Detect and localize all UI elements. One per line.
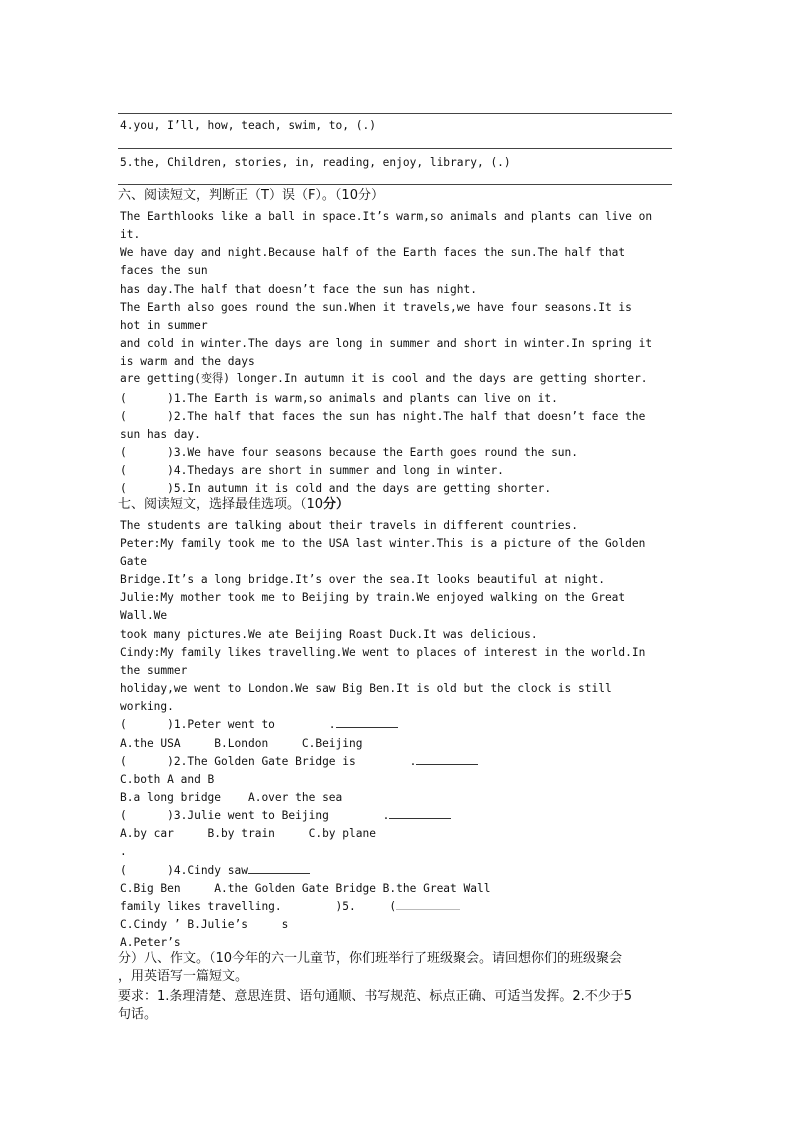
choice-options: C.Cindy ’ B.Julie’s s: [120, 918, 289, 931]
section-8-requirements: 要求：1.条理清楚、意思连贯、语句通顺、书写规范、标点正确、可适当发挥。2.不少于5: [118, 989, 633, 1004]
section-6-heading: 六、阅读短文，判断正（T）误（F）。（10分）: [118, 188, 384, 203]
judge-question: ( )5.In autumn it is cold and the days are getting shorter.: [120, 482, 552, 495]
judge-question: ( )4.Thedays are short in summer and long in winter.: [120, 464, 504, 477]
answer-line: [118, 113, 672, 114]
passage-line: Peter:My family took me to the USA last winter.This is a picture of the Golden: [120, 537, 646, 550]
judge-question: sun has day.: [120, 428, 201, 441]
choice-options: A.the USA B.London C.Beijing: [120, 737, 363, 750]
section-8-text: ，用英语写一篇短文。: [118, 969, 249, 984]
passage-line: are getting(变得) longer.In autumn it is cool and the days are getting shorter.: [120, 372, 648, 385]
section-7-heading: 七、阅读短文，选择最佳选项。（10分）: [118, 497, 350, 512]
answer-blank[interactable]: [416, 755, 478, 765]
passage-line: hot in summer: [120, 319, 208, 332]
section-8-heading: 分）八、作文。（10今年的六一儿童节，你们班举行了班级聚会。请回想你们的班级聚会: [118, 951, 623, 966]
sorting-question-4: 4.you, I’ll, how, teach, swim, to, (.): [120, 119, 376, 132]
passage-line: the summer: [120, 664, 188, 677]
choice-options: C.Big Ben A.the Golden Gate Bridge B.the Great Wall: [120, 882, 491, 895]
sorting-question-5: 5.the, Children, stories, in, reading, enjoy, library, (.): [120, 156, 511, 169]
passage-line: took many pictures.We ate Beijing Roast Duck.It was delicious.: [120, 628, 538, 641]
passage-line: The students are talking about their travels in different countries.: [120, 519, 579, 532]
passage-line: Wall.We: [120, 609, 168, 622]
passage-line: it.: [120, 228, 141, 241]
choice-question-1: ( )1.Peter went to .: [120, 716, 398, 734]
section-8-requirements: 句话。: [118, 1007, 158, 1022]
passage-line: Cindy:My family likes travelling.We went to places of interest in the world.In: [120, 646, 646, 659]
answer-blank[interactable]: [248, 864, 310, 874]
passage-line: We have day and night.Because half of the Earth faces the sun.The half that: [120, 246, 626, 259]
passage-line: Bridge.It’s a long bridge.It’s over the sea.It looks beautiful at night.: [120, 573, 605, 586]
judge-question: ( )1.The Earth is warm,so animals and plants can live on it.: [120, 392, 558, 405]
answer-blank[interactable]: [396, 900, 460, 910]
passage-line: is warm and the days: [120, 355, 255, 368]
judge-question: ( )2.The half that faces the sun has night.The half that doesn’t face the: [120, 410, 646, 423]
choice-options: A.Peter’s: [120, 936, 181, 949]
passage-line: working.: [120, 700, 174, 713]
judge-question: ( )3.We have four seasons because the Earth goes round the sun.: [120, 446, 579, 459]
stray-period: .: [120, 845, 127, 858]
choice-question-5: family likes travelling. )5. (: [120, 898, 460, 916]
answer-blank[interactable]: [336, 718, 398, 728]
choice-question-2: ( )2.The Golden Gate Bridge is .: [120, 753, 478, 771]
passage-line: has day.The half that doesn’t face the sun has night.: [120, 283, 477, 296]
passage-line: Julie:My mother took me to Beijing by train.We enjoyed walking on the Great: [120, 591, 626, 604]
passage-line: faces the sun: [120, 264, 208, 277]
choice-options: A.by car B.by train C.by plane: [120, 827, 376, 840]
passage-line: Gate: [120, 555, 147, 568]
answer-blank[interactable]: [389, 809, 451, 819]
choice-options: C.both A and B: [120, 773, 215, 786]
passage-line: The Earth also goes round the sun.When it travels,we have four seasons.It is: [120, 301, 632, 314]
choice-options: B.a long bridge A.over the sea: [120, 791, 343, 804]
choice-question-3: ( )3.Julie went to Beijing .: [120, 807, 451, 825]
answer-line: [118, 148, 672, 149]
passage-line: The Earthlooks like a ball in space.It’s warm,so animals and plants can live on: [120, 210, 653, 223]
choice-question-4: ( )4.Cindy saw: [120, 862, 310, 880]
passage-line: and cold in winter.The days are long in summer and short in winter.In spring it: [120, 337, 653, 350]
answer-line: [118, 184, 672, 185]
passage-line: holiday,we went to London.We saw Big Ben.It is old but the clock is still: [120, 682, 612, 695]
